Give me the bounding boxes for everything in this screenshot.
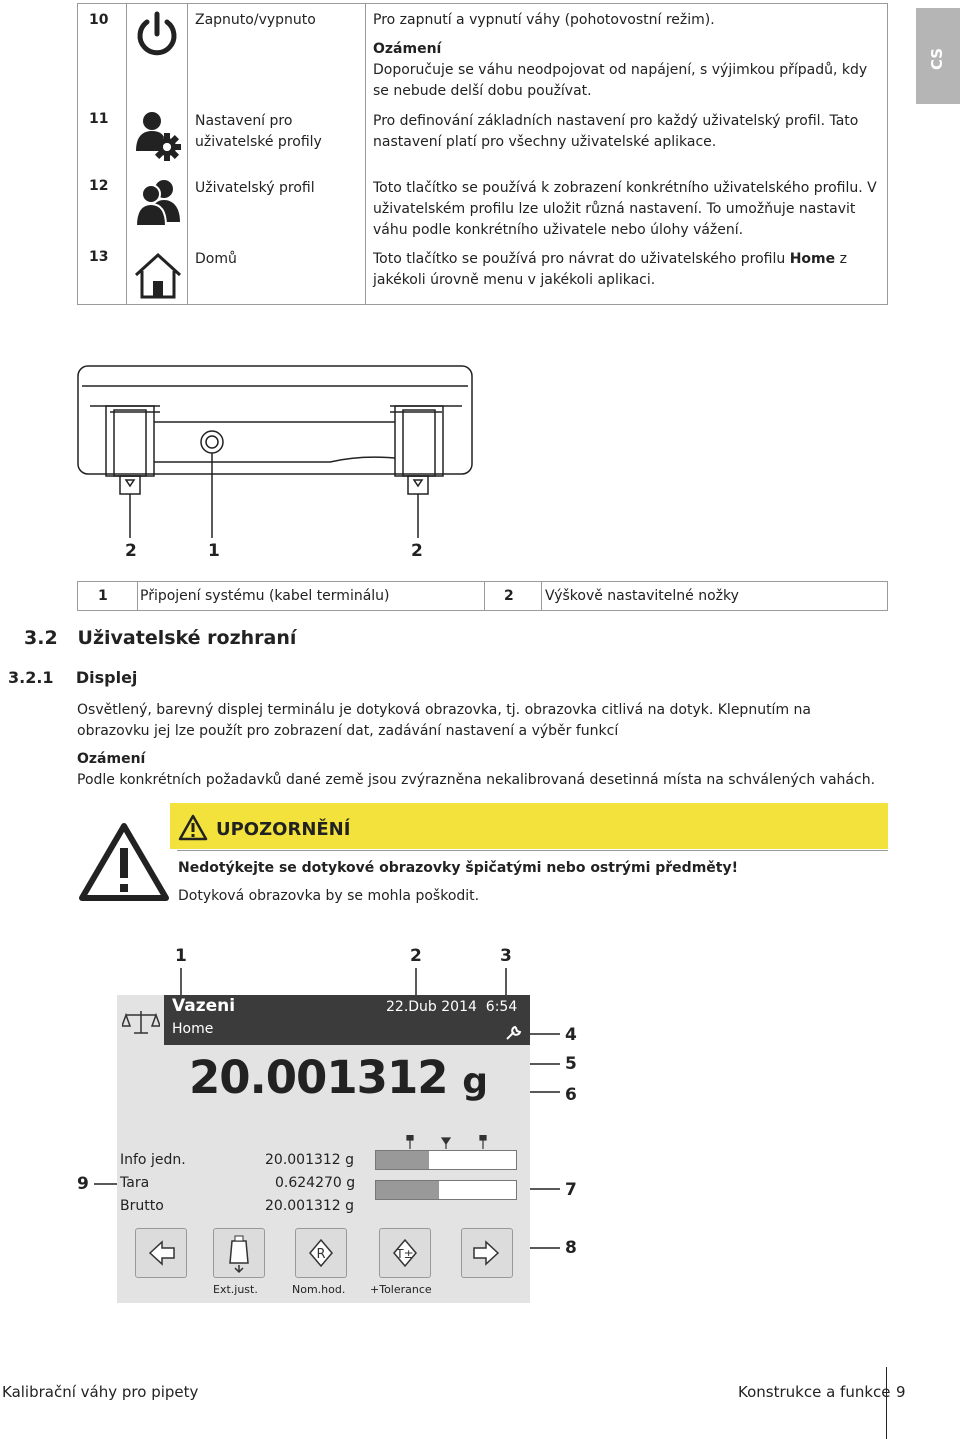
button-label: Nom.hod. bbox=[292, 1283, 346, 1296]
callout-label: 9 bbox=[77, 1174, 89, 1194]
button-label: +Tolerance bbox=[370, 1283, 432, 1296]
tolerance-markers bbox=[402, 1135, 492, 1149]
notice-label: Ozámení bbox=[373, 41, 442, 57]
callout-label: 5 bbox=[565, 1054, 577, 1074]
warning-text: Dotyková obrazovka by se mohla poškodit. bbox=[178, 888, 480, 904]
app-name: Vazeni bbox=[172, 996, 236, 1016]
profile-name: Home bbox=[172, 1021, 214, 1037]
language-tab: CS bbox=[916, 8, 960, 104]
arrow-left-icon bbox=[136, 1229, 186, 1277]
row-name: Domů bbox=[195, 251, 237, 267]
page-number: 9 bbox=[896, 1383, 906, 1401]
divider bbox=[886, 1367, 887, 1439]
weight-display: 20.001312 g bbox=[189, 1051, 488, 1104]
info-value: 20.001312 g bbox=[265, 1198, 355, 1214]
parts-table: 1 Připojení systému (kabel terminálu) 2 Výškově nastavitelné nožky bbox=[77, 581, 888, 611]
weighing-bar bbox=[375, 1180, 517, 1200]
info-label: Info jedn. bbox=[120, 1152, 186, 1168]
footer-section: Konstrukce a funkce bbox=[738, 1383, 891, 1401]
button-label: Ext.just. bbox=[213, 1283, 258, 1296]
callout-label: 8 bbox=[565, 1238, 577, 1258]
nominal-value-button[interactable] bbox=[295, 1228, 347, 1278]
callout-label: 1 bbox=[208, 541, 220, 561]
row-number: 12 bbox=[89, 178, 109, 194]
row-description: Pro zapnutí a vypnutí váhy (pohotovostní režim). Ozámení Doporučuje se váhu neodpojovat od napájení, s výjimkou případů, kdy se nebude delší dobu používat. bbox=[373, 10, 883, 102]
footer-title: Kalibrační váhy pro pipety bbox=[2, 1383, 199, 1401]
info-label: Tara bbox=[120, 1175, 150, 1191]
subsection-heading: 3.2.1 Displej bbox=[8, 668, 138, 687]
user-settings-icon bbox=[132, 109, 184, 163]
row-number: 10 bbox=[89, 12, 109, 28]
callout-label: 7 bbox=[565, 1180, 577, 1200]
table-row bbox=[78, 4, 887, 104]
row-description: Toto tlačítko se používá pro návrat do uživatelského profilu Home z jakékoli úrovně menu v jakékoli aplikaci. bbox=[373, 251, 847, 288]
balance-icon bbox=[122, 1009, 160, 1035]
user-profile-icon bbox=[132, 176, 184, 228]
row-name: Uživatelský profil bbox=[195, 180, 315, 196]
row-name: Nastavení pro uživatelské profily bbox=[195, 113, 322, 150]
info-value: 0.624270 g bbox=[275, 1175, 356, 1191]
row-number: 13 bbox=[89, 249, 109, 265]
callout-label: 2 bbox=[411, 541, 423, 561]
callout-label: 6 bbox=[565, 1085, 577, 1105]
info-value: 20.001312 g bbox=[265, 1152, 355, 1168]
notice-label: Ozámení bbox=[77, 751, 146, 767]
weight-adjust-icon bbox=[214, 1229, 264, 1277]
section-heading: 3.2 Uživatelské rozhraní bbox=[24, 627, 297, 649]
info-label: Brutto bbox=[120, 1198, 164, 1214]
row-description: Pro definování základních nastavení pro každý uživatelský profil. Tato nastavení platí pro všechny uživatelské aplikace. bbox=[373, 113, 859, 150]
callout-label: 2 bbox=[125, 541, 137, 561]
tolerance-icon bbox=[380, 1229, 430, 1277]
arrow-right-icon bbox=[462, 1229, 512, 1277]
row-description: Toto tlačítko se používá k zobrazení konkrétního uživatelského profilu. V uživatelském profilu lze uložit různá nastavení. To umožňuje nastavit váhu podle konkrétního uživatele nebo úlohy vážení. bbox=[373, 180, 877, 238]
warning-bold-text: Nedotýkejte se dotykové obrazovky špičatými nebo ostrými předměty! bbox=[178, 860, 738, 876]
svg-text:R: R bbox=[316, 1247, 326, 1262]
svg-text:T±: T± bbox=[396, 1247, 414, 1261]
function-table bbox=[77, 3, 888, 305]
callout-label: 4 bbox=[565, 1025, 577, 1045]
intro-paragraph: Osvětlený, barevný displej terminálu je dotyková obrazovka, tj. obrazovka citlivá na dotyk. Klepnutím na obrazovku jej lze použít pro zobrazení dat, zadávání nastavení a výběr funkcí bbox=[77, 702, 811, 739]
callout-label: 2 bbox=[410, 946, 422, 966]
power-icon bbox=[132, 10, 182, 60]
divider bbox=[177, 850, 888, 851]
back-button[interactable] bbox=[135, 1228, 187, 1278]
forward-button[interactable] bbox=[461, 1228, 513, 1278]
table-row bbox=[78, 174, 887, 244]
terminal-screen bbox=[117, 995, 530, 1303]
terminal-rear-drawing bbox=[70, 360, 490, 540]
notice-text: Podle konkrétních požadavků dané země jsou zvýrazněna nekalibrovaná desetinná místa na schválených vahách. bbox=[77, 772, 876, 788]
table-row bbox=[78, 107, 887, 167]
home-icon bbox=[132, 249, 184, 301]
tolerance-button[interactable] bbox=[379, 1228, 431, 1278]
row-name: Zapnuto/vypnuto bbox=[195, 12, 316, 28]
warning-title: UPOZORNĚNÍ bbox=[216, 819, 351, 840]
date-time: 22.Dub 2014 6:54 bbox=[386, 999, 518, 1015]
table-row bbox=[78, 245, 887, 305]
warning-small-icon bbox=[178, 814, 208, 841]
weighing-bar bbox=[375, 1150, 517, 1170]
wrench-icon[interactable] bbox=[504, 1025, 522, 1041]
screen-header bbox=[164, 995, 530, 1045]
nominal-weight-icon bbox=[296, 1229, 346, 1277]
row-number: 11 bbox=[89, 111, 109, 127]
callout-label: 3 bbox=[500, 946, 512, 966]
ext-adjust-button[interactable] bbox=[213, 1228, 265, 1278]
callout-label: 1 bbox=[175, 946, 187, 966]
warning-icon bbox=[78, 822, 170, 902]
